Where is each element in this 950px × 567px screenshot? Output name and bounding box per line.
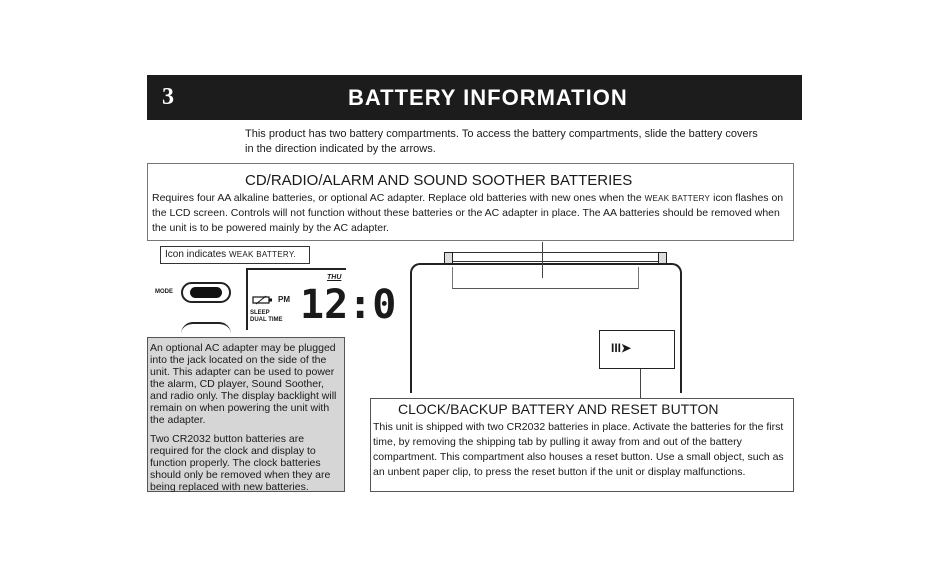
cd-radio-section-body [152,191,792,236]
second-button-illustration [181,322,231,334]
clock-backup-section-body: This unit is shipped with two CR2032 batteries in place. Activate the batteries for the first time, by removing the shipping tab by pulling it away from and out of the battery compartment. This compartment also houses a reset button. Use a small object, such as an unbent paper clip, to press the reset button if the unit or display malfunctions. [373,421,784,478]
lcd-day: THU [327,274,342,281]
antenna-right-knob [658,252,667,264]
lcd-pm: PM [278,295,290,304]
mode-button-core [190,287,222,298]
callout-term: WEAK BATTERY. [228,250,296,259]
mode-label: MODE [155,289,173,295]
page-title: BATTERY INFORMATION [348,85,628,110]
lcd-dual-time-label: DUAL TIME [250,317,283,323]
weak-battery-icon [252,295,274,305]
slide-arrow-icon: III➤ [611,341,632,355]
cd-body-part1: Requires four AA alkaline batteries, or optional AC adapter. Replace old batteries with new ones when the [152,192,645,204]
clock-battery-paragraph: Two CR2032 button batteries are required for the clock and display to function properly. The clock batteries should only be removed when they are being replaced with new batteries. [150,433,331,493]
callout-prefix: Icon indicates [165,249,229,260]
leader-line-top [542,242,543,278]
lcd-sleep-dual [250,310,283,324]
lcd-sleep-label: SLEEP [250,310,270,316]
leader-line-bottom [640,369,641,399]
cd-body-part2: icon flashes on the LCD screen. Controls will not function without these batteries or the AC adapter in place. The AA batteries should be removed when the unit is to be powered mainly by the AC adapter. [152,192,784,234]
clock-backup-section-title: CLOCK/BACKUP BATTERY AND RESET BUTTON [398,401,719,417]
ac-adapter-paragraph: An optional AC adapter may be plugged into the jack located on the side of the unit. This adapter can be used to power the alarm, CD player, Sound Soother, and radio only. The display backlight will remain on when powering the unit with the adapter. [150,342,337,426]
page-number: 3 [162,84,174,110]
lcd-digits: 12:0 [300,282,397,328]
icon-callout [160,246,310,264]
antenna [445,252,667,262]
intro-text: This product has two battery compartments. To access the battery compartments, slide the battery covers in the direction indicated by the arrows. [245,128,758,155]
antenna-left-knob [444,252,453,264]
unit-handle [452,267,639,289]
weak-battery-term: WEAK BATTERY [644,194,711,203]
cd-radio-section-title: CD/RADIO/ALARM AND SOUND SOOTHER BATTERIES [245,172,633,189]
